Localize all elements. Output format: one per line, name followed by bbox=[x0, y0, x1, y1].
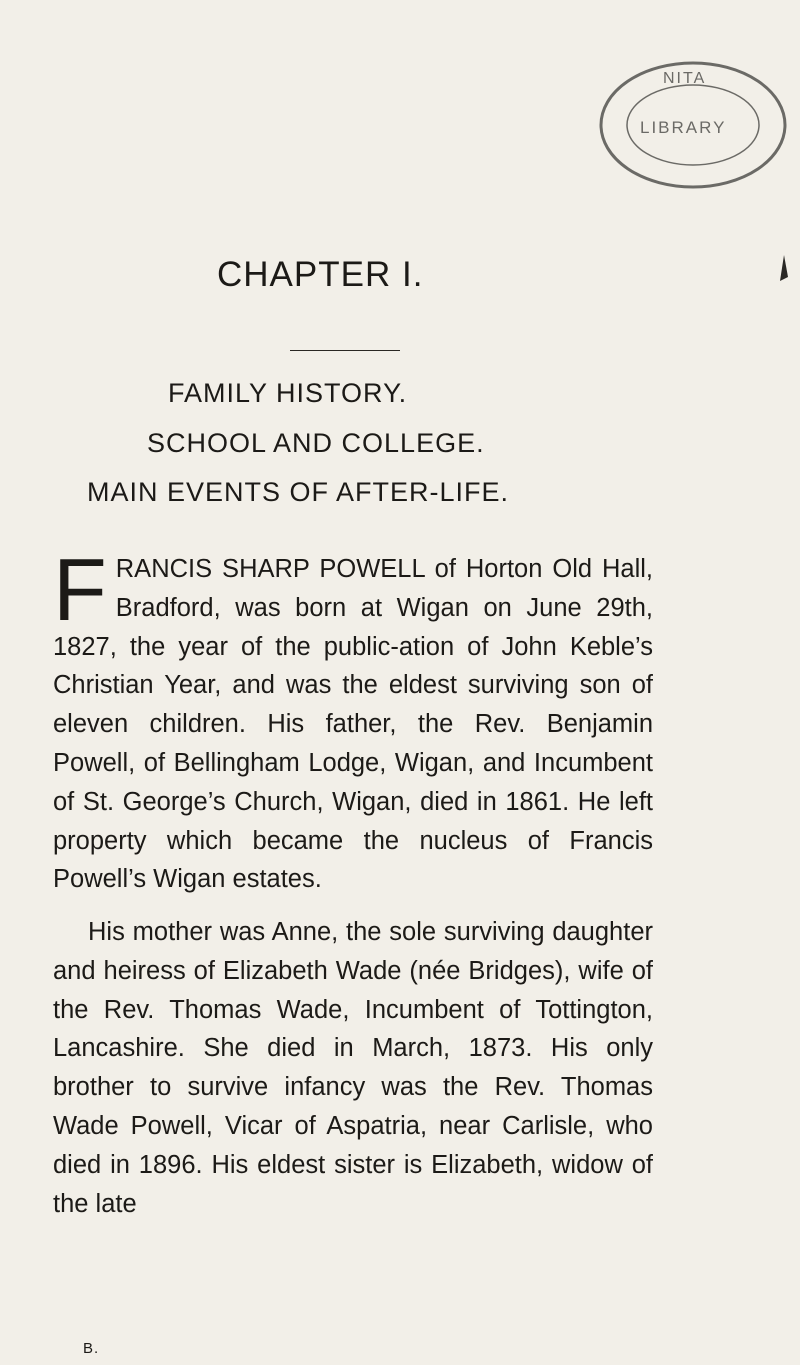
library-stamp-icon bbox=[588, 55, 800, 295]
chapter-heading: CHAPTER I. bbox=[217, 255, 424, 294]
stamp-top-text: NITA bbox=[663, 70, 707, 87]
drop-cap: F bbox=[53, 540, 107, 639]
signature-mark: B. bbox=[83, 1340, 100, 1357]
subtitle-school-college: SCHOOL AND COLLEGE. bbox=[147, 428, 485, 458]
stamp-middle-text: LIBRARY bbox=[640, 118, 727, 137]
heading-divider bbox=[290, 350, 400, 351]
subtitle-main-events: MAIN EVENTS OF AFTER-LIFE. bbox=[87, 477, 510, 507]
paragraph-1 bbox=[53, 540, 653, 899]
paragraph-2: His mother was Anne, the sole surviving daughter and heiress of Elizabeth Wade (née Bridges), wife of the Rev. Thomas Wade, Incumbent of Tottington, Lancashire. She died in March, 1873. His only brother to survive infancy was the Rev. Thomas Wade Powell, Vicar of Aspatria, near Carlisle, who died in 1896. His eldest sister is Elizabeth, widow of the late bbox=[53, 918, 653, 1218]
paragraph-1-text: RANCIS SHARP POWELL of Horton Old Hall, Bradford, was born at Wigan on June 29th, 1827, the year of the public-ation of John Keble’s Christian Year, and was the eldest surviving son of eleven children. His father, the Rev. Benjamin Powell, of Bellingham Lodge, Wigan, and Incumbent of St. George’s Church, Wigan, died in 1861. He left property which became the nucleus of Francis Powell’s Wigan estates. bbox=[53, 555, 653, 894]
subtitle-family-history: FAMILY HISTORY. bbox=[168, 378, 408, 408]
library-stamp bbox=[588, 55, 800, 295]
